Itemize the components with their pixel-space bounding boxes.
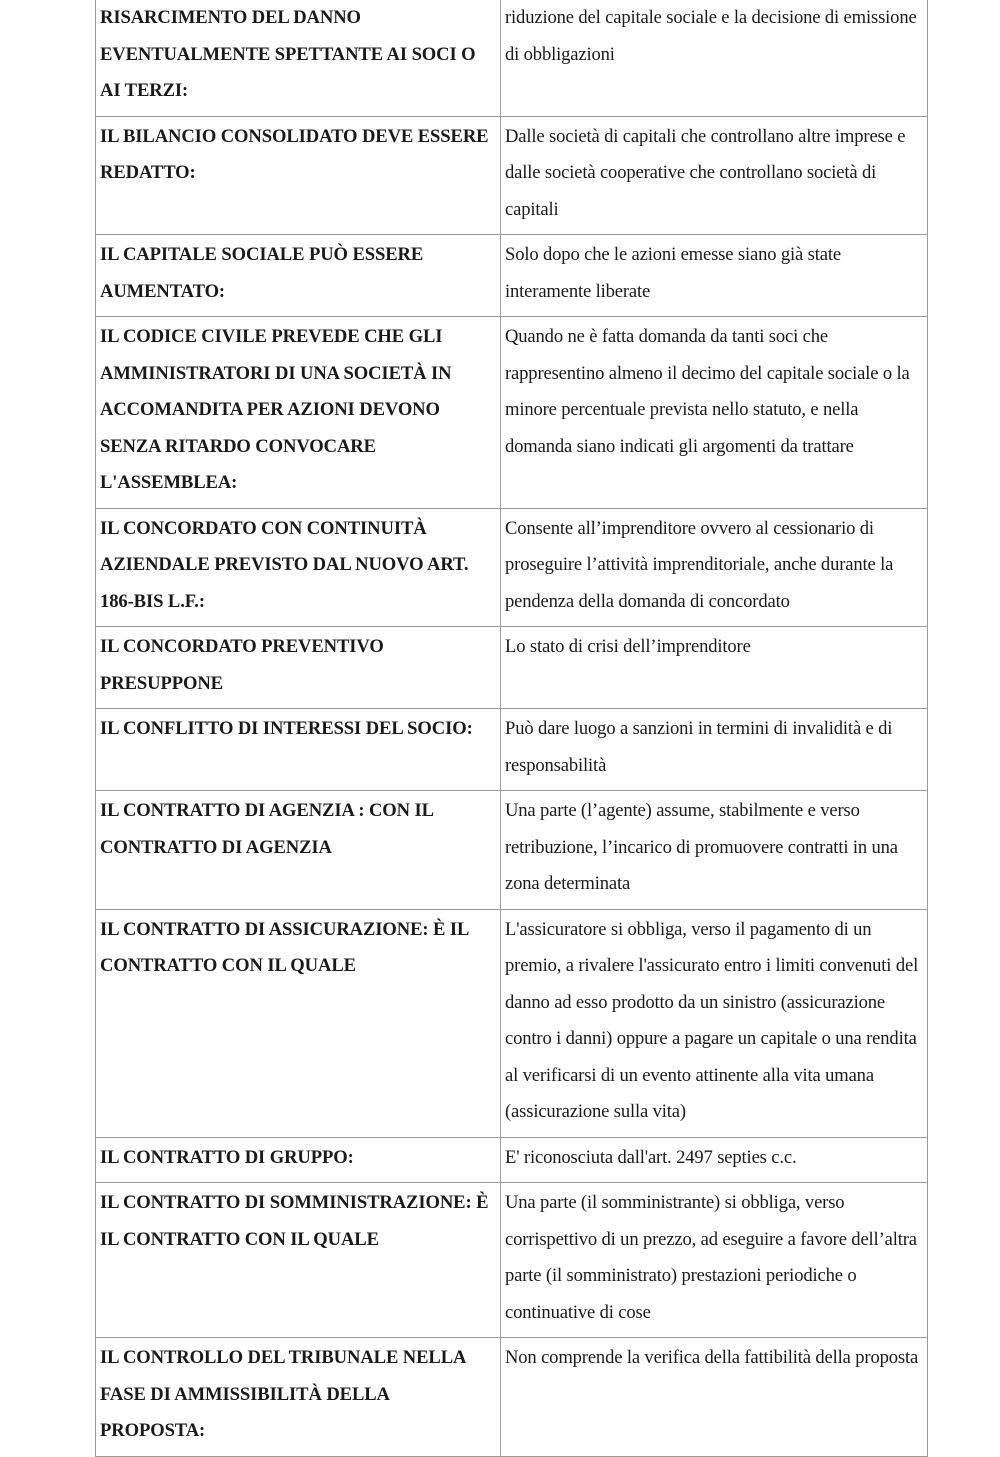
table-row bbox=[96, 1137, 928, 1183]
table-row bbox=[96, 508, 928, 627]
answer-cell: Dalle società di capitali che controllano altre imprese e dalle società cooperative che controllano società di capitali bbox=[501, 116, 928, 235]
answer-cell: Una parte (l’agente) assume, stabilmente e verso retribuzione, l’incarico di promuovere contratti in una zona determinata bbox=[501, 791, 928, 910]
question-cell: RISARCIMENTO DEL DANNO EVENTUALMENTE SPETTANTE AI SOCI O AI TERZI: bbox=[96, 0, 501, 116]
answer-cell: Solo dopo che le azioni emesse siano già state interamente liberate bbox=[501, 235, 928, 317]
question-cell: IL CONCORDATO CON CONTINUITÀ AZIENDALE PREVISTO DAL NUOVO ART. 186-BIS L.F.: bbox=[96, 508, 501, 627]
table-row bbox=[96, 909, 928, 1137]
question-cell: IL CONFLITTO DI INTERESSI DEL SOCIO: bbox=[96, 709, 501, 791]
answer-cell: Una parte (il somministrante) si obbliga, verso corrispettivo di un prezzo, ad eseguire a favore dell’altra parte (il somministrato) prestazioni periodiche o continuative di cose bbox=[501, 1183, 928, 1338]
question-cell: IL CONTRATTO DI AGENZIA : CON IL CONTRATTO DI AGENZIA bbox=[96, 791, 501, 910]
document-page bbox=[95, 0, 927, 1457]
table-row bbox=[96, 235, 928, 317]
table-row bbox=[96, 709, 928, 791]
table-row bbox=[96, 0, 928, 116]
qa-table bbox=[95, 0, 928, 1457]
question-cell: IL CONTRATTO DI ASSICURAZIONE: È IL CONTRATTO CON IL QUALE bbox=[96, 909, 501, 1137]
question-cell: IL CONTROLLO DEL TRIBUNALE NELLA FASE DI AMMISSIBILITÀ DELLA PROPOSTA: bbox=[96, 1338, 501, 1457]
question-cell: IL CONTRATTO DI GRUPPO: bbox=[96, 1137, 501, 1183]
table-row bbox=[96, 1338, 928, 1457]
answer-cell: Consente all’imprenditore ovvero al cessionario di proseguire l’attività imprenditoriale, anche durante la pendenza della domanda di concordato bbox=[501, 508, 928, 627]
question-cell: IL CAPITALE SOCIALE PUÒ ESSERE AUMENTATO: bbox=[96, 235, 501, 317]
answer-cell: Lo stato di crisi dell’imprenditore bbox=[501, 627, 928, 709]
table-row bbox=[96, 1183, 928, 1338]
answer-cell: Può dare luogo a sanzioni in termini di invalidità e di responsabilità bbox=[501, 709, 928, 791]
answer-cell: Quando ne è fatta domanda da tanti soci che rappresentino almeno il decimo del capitale sociale o la minore percentuale prevista nello statuto, e nella domanda siano indicati gli argomenti da trattare bbox=[501, 317, 928, 509]
question-cell: IL BILANCIO CONSOLIDATO DEVE ESSERE REDATTO: bbox=[96, 116, 501, 235]
table-row bbox=[96, 627, 928, 709]
table-row bbox=[96, 116, 928, 235]
answer-cell: Non comprende la verifica della fattibilità della proposta bbox=[501, 1338, 928, 1457]
answer-cell: L'assicuratore si obbliga, verso il pagamento di un premio, a rivalere l'assicurato entro i limiti convenuti del danno ad esso prodotto da un sinistro (assicurazione contro i danni) oppure a pagare un capitale o una rendita al verificarsi di un evento attinente alla vita umana (assicurazione sulla vita) bbox=[501, 909, 928, 1137]
question-cell: IL CONCORDATO PREVENTIVO PRESUPPONE bbox=[96, 627, 501, 709]
question-cell: IL CONTRATTO DI SOMMINISTRAZIONE: È IL CONTRATTO CON IL QUALE bbox=[96, 1183, 501, 1338]
table-row bbox=[96, 317, 928, 509]
question-cell: IL CODICE CIVILE PREVEDE CHE GLI AMMINISTRATORI DI UNA SOCIETÀ IN ACCOMANDITA PER AZIONI DEVONO SENZA RITARDO CONVOCARE L'ASSEMBLEA: bbox=[96, 317, 501, 509]
table-row bbox=[96, 791, 928, 910]
answer-cell: E' riconosciuta dall'art. 2497 septies c.c. bbox=[501, 1137, 928, 1183]
answer-cell: riduzione del capitale sociale e la decisione di emissione di obbligazioni bbox=[501, 0, 928, 116]
